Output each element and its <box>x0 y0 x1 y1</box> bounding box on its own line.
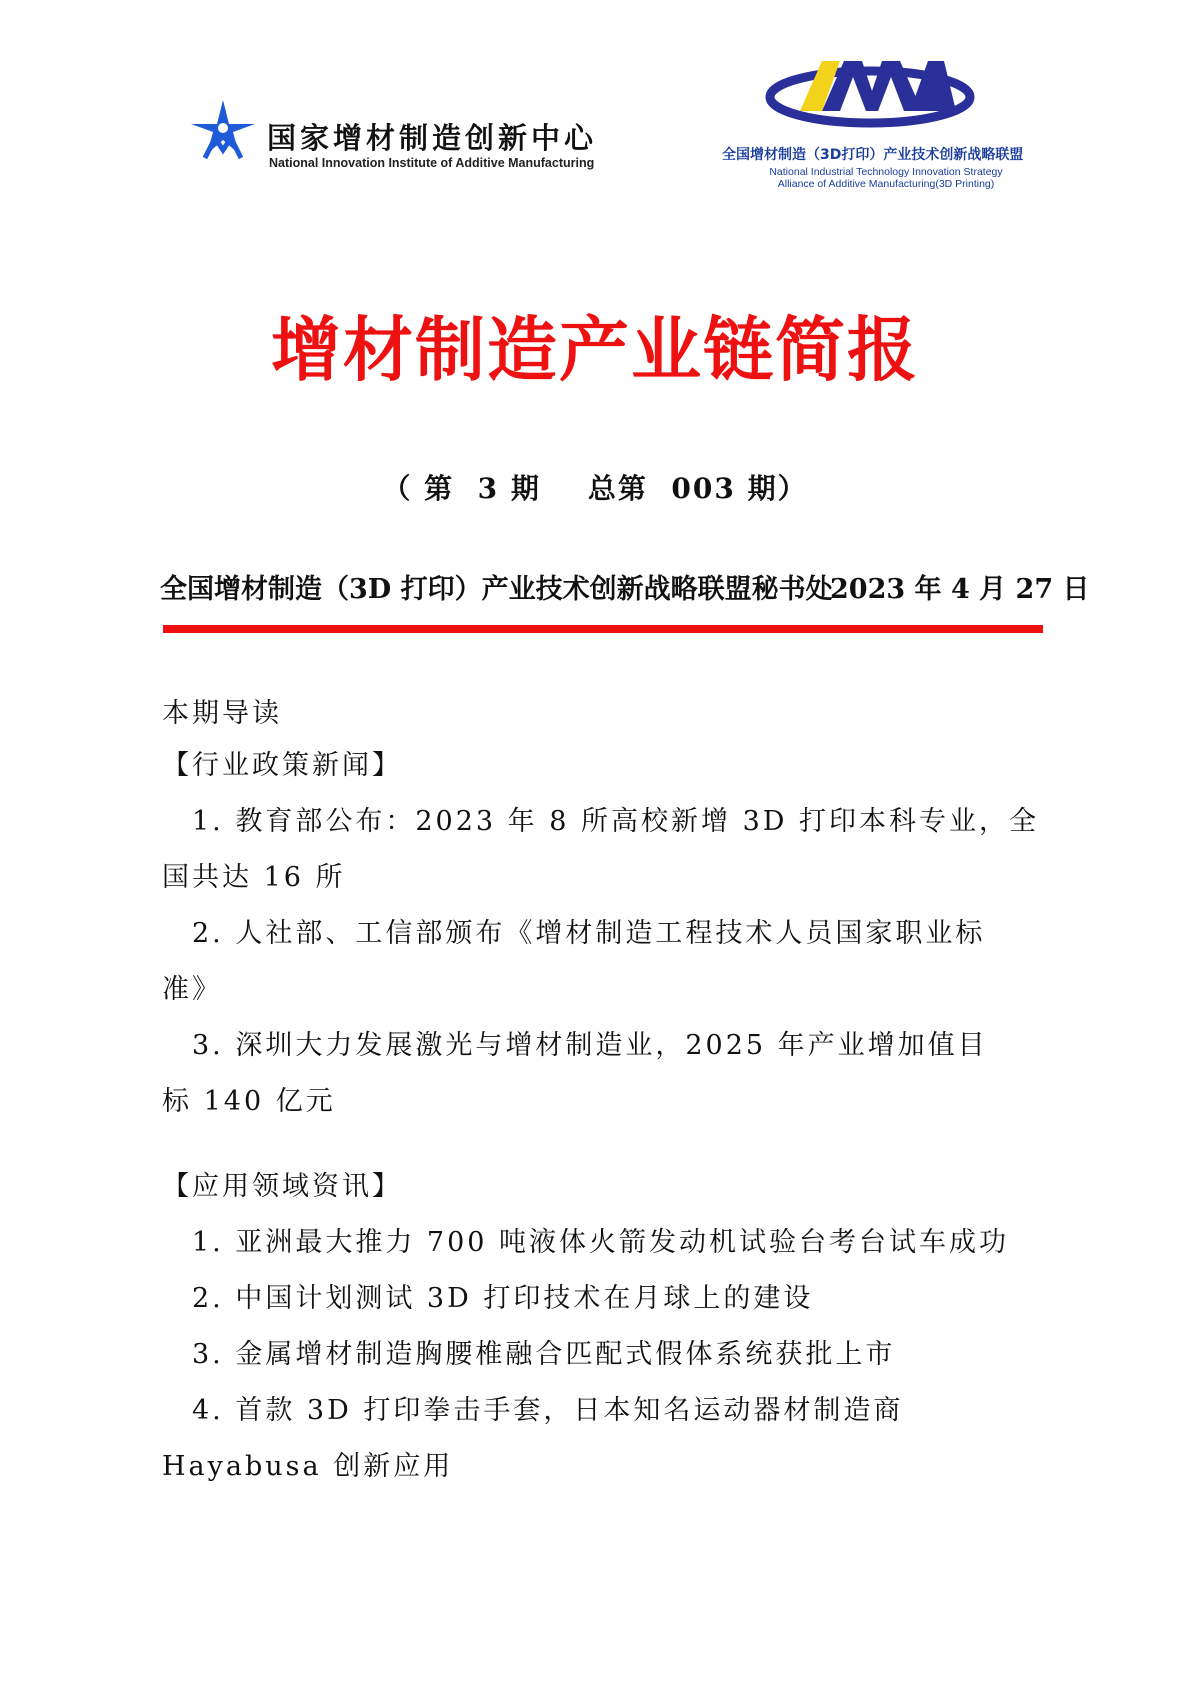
institute-name-en: National Innovation Institute of Additive Manufacturing <box>269 156 595 170</box>
alliance-am-emblem-icon <box>760 55 980 135</box>
policy-item-3-line2: 标 140 亿元 <box>162 1086 336 1117</box>
policy-item-3-line1: 3. 深圳大力发展激光与增材制造业，2025 年产业增加值目 <box>192 1030 988 1061</box>
institute-name-cn: 国家增材制造创新中心 <box>267 121 598 155</box>
policy-item-2-line1: 2. 人社部、工信部颁布《增材制造工程技术人员国家职业标 <box>192 918 986 949</box>
application-item-2: 2. 中国计划测试 3D 打印技术在月球上的建设 <box>192 1283 814 1314</box>
alliance-logo <box>700 55 1070 195</box>
nation-institute-star-emblem-icon <box>183 98 263 168</box>
alliance-name-en-line2: Alliance of Additive Manufacturing(3D Printing) <box>777 178 995 190</box>
policy-item-2-line2: 准》 <box>162 974 222 1005</box>
section-heading-application: 【应用领域资讯】 <box>162 1171 402 1202</box>
institute-logo <box>183 98 623 178</box>
publisher-name: 全国增材制造（3D 打印）产业技术创新战略联盟秘书处 <box>160 574 833 605</box>
publish-date: 2023 年 4 月 27 日 <box>830 574 1090 605</box>
guide-heading: 本期导读 <box>162 698 282 729</box>
bulletin-title: 增材制造产业链简报 <box>271 309 919 391</box>
issue-number: （ 第 3 期 总第 003 期） <box>382 472 808 505</box>
application-item-1: 1. 亚洲最大推力 700 吨液体火箭发动机试验台考台试车成功 <box>192 1227 1010 1258</box>
policy-item-1-line2: 国共达 16 所 <box>162 862 346 893</box>
alliance-name-en-line1: National Industrial Technology Innovation Strategy <box>769 166 1003 178</box>
title-divider <box>163 625 1043 633</box>
application-item-4-line2: Hayabusa 创新应用 <box>162 1451 454 1482</box>
alliance-name-cn: 全国增材制造（3D打印）产业技术创新战略联盟 <box>722 147 1024 163</box>
application-item-3: 3. 金属增材制造胸腰椎融合匹配式假体系统获批上市 <box>192 1339 896 1370</box>
application-item-4-line1: 4. 首款 3D 打印拳击手套，日本知名运动器材制造商 <box>192 1395 904 1426</box>
section-heading-policy: 【行业政策新闻】 <box>162 750 402 781</box>
policy-item-1-line1: 1. 教育部公布：2023 年 8 所高校新增 3D 打印本科专业，全 <box>192 806 1039 837</box>
